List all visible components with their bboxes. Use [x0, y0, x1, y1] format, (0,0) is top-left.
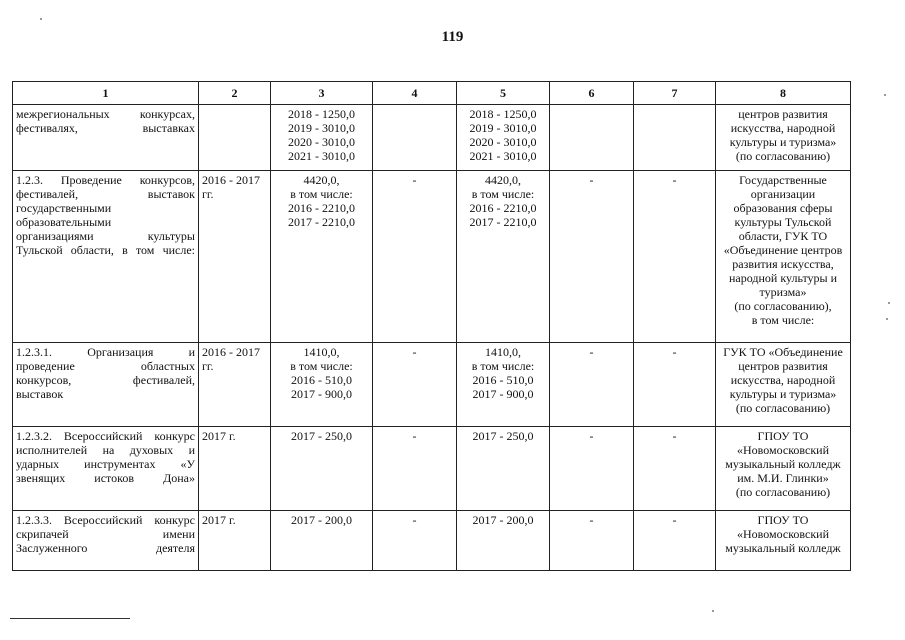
cell-line: музыкальный колледж	[725, 541, 841, 555]
column-header: 4	[373, 82, 457, 105]
cell-line: гг.	[202, 187, 214, 201]
cell-line: туризма»	[759, 285, 807, 299]
cell-col-c8	[716, 427, 851, 511]
page-number: 119	[441, 29, 464, 45]
cell-col-c8	[716, 105, 851, 171]
cell-col-c6: -	[550, 427, 634, 511]
cell-line: ГПОУ ТО	[757, 429, 809, 443]
cell-line: Тульской области, в том числе:	[16, 243, 195, 257]
cell-line: в том числе:	[471, 187, 535, 201]
cell-col-c2	[199, 105, 271, 171]
cell-line: организации	[750, 187, 816, 201]
cell-line: фестивалей, выставок	[16, 187, 195, 201]
scan-speck	[886, 318, 888, 320]
cell-col-c8	[716, 343, 851, 427]
cell-line: 2017 - 200,0	[291, 513, 352, 527]
cell-col-c5	[457, 105, 550, 171]
cell-line: проведение областных	[16, 359, 195, 373]
cell-line: культуры Тульской	[734, 215, 832, 229]
cell-col-c1	[13, 343, 199, 427]
table-row	[13, 105, 851, 171]
cell-col-c7: -	[634, 511, 716, 571]
cell-line: звенящих истоков Дона»	[16, 471, 195, 485]
cell-col-c2	[199, 171, 271, 343]
cell-col-c2	[199, 343, 271, 427]
cell-line: 2017 г.	[202, 513, 236, 527]
table-row	[13, 427, 851, 511]
cell-col-c5	[457, 343, 550, 427]
cell-line: 1.2.3.1. Организация и	[16, 345, 195, 359]
cell-line: 1.2.3.3. Всероссийский конкурс	[16, 513, 195, 527]
column-header: 2	[199, 82, 271, 105]
cell-col-c2	[199, 511, 271, 571]
cell-col-c4: -	[373, 171, 457, 343]
cell-line: народной культуры и	[728, 271, 838, 285]
scan-speck	[888, 302, 890, 304]
cell-line: 1410,0,	[485, 345, 521, 359]
cell-col-c7: -	[634, 343, 716, 427]
cell-line: ГПОУ ТО	[757, 513, 809, 527]
cell-col-c8	[716, 511, 851, 571]
cell-line: Государственные	[739, 173, 827, 187]
cell-col-c7: -	[634, 171, 716, 343]
cell-line: центров развития	[738, 359, 828, 373]
cell-line: 2016 - 2017	[202, 173, 260, 187]
cell-line: музыкальный колледж	[725, 457, 841, 471]
cell-line: (по согласованию),	[734, 299, 832, 313]
cell-line: ГУК ТО «Объединение	[723, 345, 843, 359]
cell-line: 2021 - 3010,0	[288, 149, 355, 163]
column-header: 5	[457, 82, 550, 105]
cell-line: им. М.И. Глинки»	[737, 471, 829, 485]
cell-col-c1	[13, 427, 199, 511]
cell-line: (по согласованию)	[735, 485, 831, 499]
cell-line: 4420,0,	[485, 173, 521, 187]
cell-line: 2016 - 2210,0	[469, 201, 537, 215]
cell-line: конкурсов, фестивалей,	[16, 373, 195, 387]
cell-line: выставок	[16, 387, 64, 401]
cell-line: 2018 - 1250,0	[288, 107, 355, 121]
cell-line: Заслуженного деятеля	[16, 541, 195, 555]
column-header: 8	[716, 82, 851, 105]
cell-line: «Объединение центров	[723, 243, 843, 257]
cell-col-c4	[373, 105, 457, 171]
cell-line: 2021 - 3010,0	[469, 149, 537, 163]
cell-line: 2016 - 510,0	[472, 373, 534, 387]
cell-line: области, ГУК ТО	[738, 229, 828, 243]
cell-line: фестивалях, выставках	[16, 121, 195, 135]
cell-col-c4: -	[373, 427, 457, 511]
cell-line: в том числе:	[290, 187, 353, 201]
cell-line: (по согласованию)	[735, 149, 831, 163]
cell-col-c7: -	[634, 427, 716, 511]
scan-speck	[712, 610, 714, 612]
column-header: 6	[550, 82, 634, 105]
cell-line: ударных инструментах «У	[16, 457, 195, 471]
cell-line: в том числе:	[751, 313, 815, 327]
cell-line: искусства, народной	[730, 121, 836, 135]
cell-col-c4: -	[373, 343, 457, 427]
cell-line: 2016 - 2210,0	[288, 201, 355, 215]
cell-col-c3	[271, 105, 373, 171]
cell-line: в том числе:	[471, 359, 535, 373]
table-row	[13, 171, 851, 343]
cell-col-c7	[634, 105, 716, 171]
cell-line: 2017 - 900,0	[291, 387, 352, 401]
footnote-separator	[10, 618, 130, 619]
cell-col-c6: -	[550, 343, 634, 427]
cell-col-c5	[457, 171, 550, 343]
cell-line: 1.2.3. Проведение конкурсов,	[16, 173, 195, 187]
cell-col-c3	[271, 511, 373, 571]
column-header: 1	[13, 82, 199, 105]
cell-line: в том числе:	[290, 359, 353, 373]
cell-line: культуры и туризма»	[729, 135, 837, 149]
cell-col-c8	[716, 171, 851, 343]
cell-line: искусства, народной	[730, 373, 836, 387]
cell-line: 2017 - 250,0	[291, 429, 352, 443]
cell-line: 1.2.3.2. Всероссийский конкурс	[16, 429, 195, 443]
cell-line: гг.	[202, 359, 214, 373]
cell-col-c5	[457, 427, 550, 511]
cell-col-c3	[271, 427, 373, 511]
cell-line: центров развития	[738, 107, 828, 121]
cell-col-c2	[199, 427, 271, 511]
cell-line: 4420,0,	[303, 173, 340, 187]
scan-speck	[40, 18, 42, 20]
cell-line: 1410,0,	[303, 345, 340, 359]
cell-line: «Новомосковский	[736, 443, 830, 457]
cell-line: (по согласованию)	[735, 401, 831, 415]
cell-line: 2016 - 2017	[202, 345, 260, 359]
cell-col-c1	[13, 511, 199, 571]
cell-line: 2020 - 3010,0	[469, 135, 537, 149]
header-row	[13, 82, 851, 105]
cell-line: 2016 - 510,0	[291, 373, 352, 387]
column-header: 3	[271, 82, 373, 105]
cell-col-c6: -	[550, 511, 634, 571]
cell-line: образовательными	[16, 215, 112, 229]
cell-col-c5	[457, 511, 550, 571]
cell-line: 2017 - 900,0	[472, 387, 534, 401]
cell-line: 2017 - 2210,0	[288, 215, 355, 229]
cell-col-c1	[13, 171, 199, 343]
cell-line: организациями культуры	[16, 229, 195, 243]
cell-col-c1	[13, 105, 199, 171]
cell-line: 2018 - 1250,0	[469, 107, 537, 121]
cell-line: исполнителей на духовых и	[16, 443, 195, 457]
cell-line: образования сферы	[733, 201, 833, 215]
cell-line: 2017 - 200,0	[472, 513, 534, 527]
cell-col-c3	[271, 171, 373, 343]
scan-speck	[884, 94, 886, 96]
cell-col-c6	[550, 105, 634, 171]
cell-line: 2017 - 2210,0	[469, 215, 537, 229]
cell-col-c3	[271, 343, 373, 427]
program-table	[12, 81, 851, 571]
cell-line: межрегиональных конкурсах,	[16, 107, 195, 121]
cell-col-c6: -	[550, 171, 634, 343]
cell-line: 2020 - 3010,0	[288, 135, 355, 149]
table-row	[13, 343, 851, 427]
cell-line: скрипачей имени	[16, 527, 195, 541]
cell-line: 2017 г.	[202, 429, 236, 443]
cell-line: 2017 - 250,0	[472, 429, 534, 443]
cell-line: «Новомосковский	[736, 527, 830, 541]
cell-line: развития искусства,	[732, 257, 834, 271]
cell-line: государственными	[16, 201, 112, 215]
cell-line: 2019 - 3010,0	[469, 121, 537, 135]
table-row	[13, 511, 851, 571]
cell-line: 2019 - 3010,0	[288, 121, 355, 135]
cell-col-c4: -	[373, 511, 457, 571]
cell-line: культуры и туризма»	[729, 387, 837, 401]
column-header: 7	[634, 82, 716, 105]
